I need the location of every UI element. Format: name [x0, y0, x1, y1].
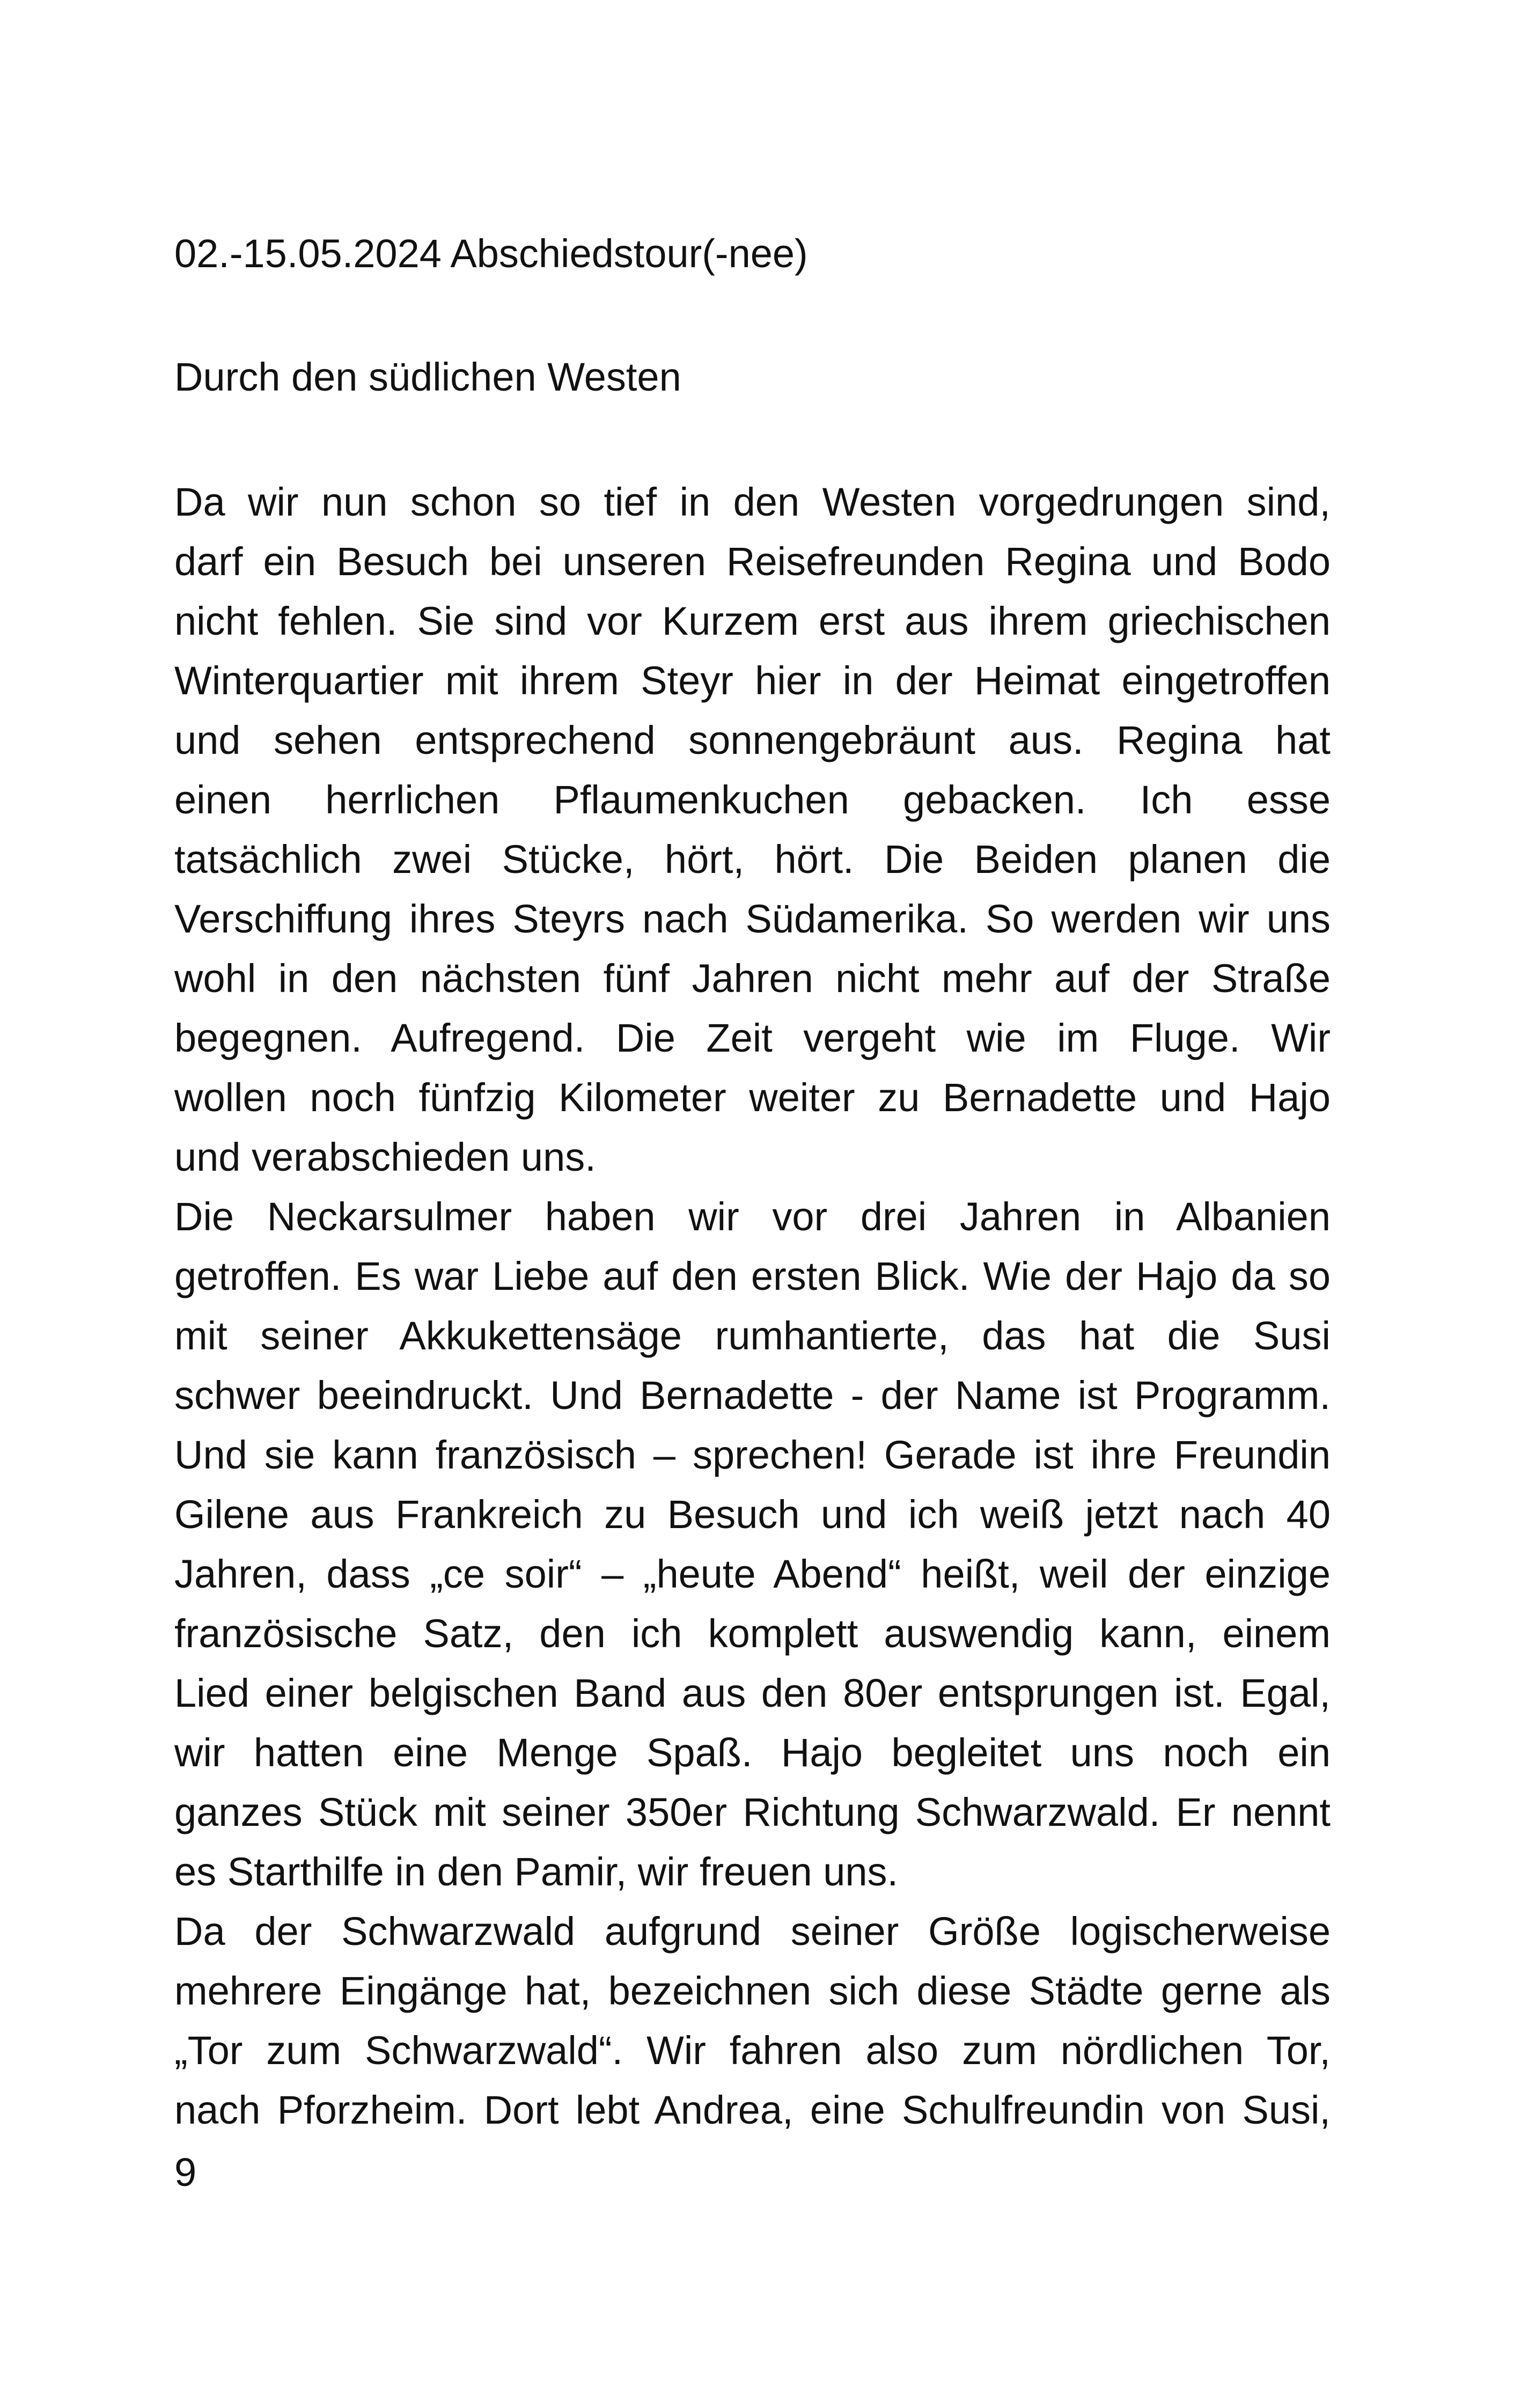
text-line: ganzes Stück mit seiner 350er Richtung Schwarzwald. Er nennt [174, 1790, 1331, 1834]
body-text [174, 472, 1331, 2140]
text-line: „Tor zum Schwarzwald“. Wir fahren also zum nördlichen Tor, [174, 2028, 1331, 2073]
text-line: wollen noch fünfzig Kilometer weiter zu Bernadette und Hajo [174, 1075, 1331, 1120]
text-line: Gilene aus Frankreich zu Besuch und ich weiß jetzt nach 40 [174, 1492, 1331, 1537]
text-line: französische Satz, den ich komplett auswendig kann, einem [174, 1611, 1331, 1656]
text-line: Die Neckarsulmer haben wir vor drei Jahren in Albanien [174, 1194, 1331, 1239]
text-line: schwer beeindruckt. Und Bernadette - der Name ist Programm. [174, 1373, 1331, 1418]
text-line: wir hatten eine Menge Spaß. Hajo begleitet uns noch ein [174, 1730, 1331, 1775]
text-line: mit seiner Akkukettensäge rumhantierte, das hat die Susi [174, 1313, 1331, 1358]
text-line: mehrere Eingänge hat, bezeichnen sich diese Städte gerne als [174, 1969, 1331, 2013]
text-line: Verschiffung ihres Steyrs nach Südamerika. So werden wir uns [174, 897, 1331, 941]
chapter-subtitle: Durch den südlichen Westen [174, 355, 681, 399]
text-line: es Starthilfe in den Pamir, wir freuen uns. [174, 1849, 899, 1894]
text-line: Da der Schwarzwald aufgrund seiner Größe logischerweise [174, 1909, 1331, 1954]
text-line: und verabschieden uns. [174, 1135, 596, 1179]
text-line: Lied einer belgischen Band aus den 80er entsprungen ist. Egal, [174, 1671, 1331, 1715]
page-number: 9 [174, 2150, 197, 2194]
text-line: Winterquartier mit ihrem Steyr hier in der Heimat eingetroffen [174, 658, 1331, 703]
text-line: getroffen. Es war Liebe auf den ersten Blick. Wie der Hajo da so [174, 1254, 1331, 1298]
text-line: tatsächlich zwei Stücke, hört, hört. Die Beiden planen die [174, 837, 1331, 882]
text-line: Da wir nun schon so tief in den Westen vorgedrungen sind, [174, 480, 1331, 524]
text-line: Und sie kann französisch – sprechen! Gerade ist ihre Freundin [174, 1433, 1331, 1477]
text-line: nach Pforzheim. Dort lebt Andrea, eine Schulfreundin von Susi, [174, 2088, 1331, 2132]
text-line: begegnen. Aufregend. Die Zeit vergeht wie im Fluge. Wir [174, 1016, 1331, 1060]
text-line: nicht fehlen. Sie sind vor Kurzem erst aus ihrem griechischen [174, 599, 1331, 643]
text-line: einen herrlichen Pflaumenkuchen gebacken. Ich esse [174, 777, 1331, 822]
text-line: darf ein Besuch bei unseren Reisefreunden Regina und Bodo [174, 539, 1331, 584]
text-line: und sehen entsprechend sonnengebräunt aus. Regina hat [174, 718, 1331, 762]
chapter-title: 02.-15.05.2024 Abschiedstour(-nee) [174, 231, 808, 276]
text-line: wohl in den nächsten fünf Jahren nicht mehr auf der Straße [174, 956, 1331, 1001]
text-line: Jahren, dass „ce soir“ – „heute Abend“ heißt, weil der einzige [174, 1552, 1331, 1596]
